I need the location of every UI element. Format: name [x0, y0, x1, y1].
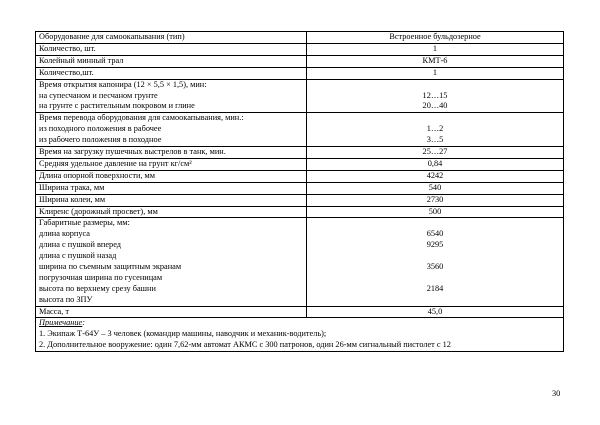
row-label: Ширина трака, мм — [36, 182, 307, 194]
table-row-dimensions — [36, 218, 564, 306]
table-row — [36, 194, 564, 206]
row-value-line — [310, 113, 560, 124]
row-value-line: 1…2 — [426, 124, 444, 134]
row-label-line: длина корпуса — [39, 229, 90, 239]
row-value: 1 — [307, 67, 564, 79]
row-label-line: из походного положения в рабочее — [39, 124, 162, 134]
table-row — [36, 55, 564, 67]
row-value-line: 12…15 — [422, 90, 448, 100]
row-value — [307, 79, 564, 113]
table-row-transfer-time — [36, 113, 564, 147]
row-value-line: 6540 — [426, 229, 444, 239]
row-label: Ширина колеи, мм — [36, 194, 307, 206]
table-row — [36, 182, 564, 194]
row-value: 4242 — [307, 170, 564, 182]
table-row — [36, 170, 564, 182]
row-label: Время на загрузку пушечных выстрелов в танк, мин. — [36, 146, 307, 158]
row-label: Длина опорной поверхности, мм — [36, 170, 307, 182]
row-label: Клиренс (дорожный просвет), мм — [36, 206, 307, 218]
table-header-row — [36, 32, 564, 44]
row-label-line: высота по ЗПУ — [39, 294, 93, 304]
row-value — [307, 218, 564, 306]
row-value-line: 9295 — [426, 240, 444, 250]
row-label: Количество, шт. — [36, 43, 307, 55]
row-value-line: 3…5 — [426, 135, 444, 145]
table-row — [36, 146, 564, 158]
row-value: 2730 — [307, 194, 564, 206]
row-value-line — [310, 251, 560, 262]
row-value-line: 2184 — [426, 283, 444, 293]
row-label: Количество,шт. — [36, 67, 307, 79]
note-item: 2. Дополнительное вооружение: один 7,62-мм автомат АКМС с 300 патронов, один 26-мм сигнальный пистолет с 12 — [39, 340, 451, 350]
table-row — [36, 67, 564, 79]
row-label: Средняя удельное давление на грунт кг/см² — [36, 158, 307, 170]
note-item: 1. Экипаж Т-64У – 3 человек (командир машины, наводчик и механик-водитель); — [39, 329, 327, 339]
row-value — [307, 113, 564, 147]
row-value-line: 20…40 — [422, 101, 448, 111]
row-value: 45,0 — [307, 306, 564, 318]
row-value: 0,84 — [307, 158, 564, 170]
notes-cell — [36, 318, 564, 352]
notes-title — [39, 318, 560, 329]
row-value-line — [310, 273, 560, 284]
row-label-line: Время открытия капонира (12 × 5,5 × 1,5), мин: — [39, 79, 207, 89]
table-row-pit-time — [36, 79, 564, 113]
table-row-mass — [36, 306, 564, 318]
page-number: 30 — [552, 389, 561, 398]
row-label: Колейный минный трал — [36, 55, 307, 67]
row-label — [36, 218, 307, 306]
row-value-line: 3560 — [426, 261, 444, 271]
row-label-line: длина с пушкой назад — [39, 251, 117, 261]
row-label-line: Габаритные размеры, мм: — [39, 218, 130, 228]
row-value: 1 — [307, 43, 564, 55]
row-value: 500 — [307, 206, 564, 218]
table-row — [36, 206, 564, 218]
row-label-line: длина с пушкой вперед — [39, 240, 121, 250]
row-label — [36, 79, 307, 113]
row-label-line: на грунте с растительным покровом и глине — [39, 101, 195, 111]
row-label — [36, 113, 307, 147]
row-label: Масса, т — [36, 306, 307, 318]
row-label-line: Время перевода оборудования для самоокапывания, мин.: — [39, 113, 244, 123]
row-value-line — [310, 80, 560, 91]
table-row — [36, 43, 564, 55]
row-label-line: погрузочная ширина по гусеницам — [39, 272, 163, 282]
notes-title-suffix: : — [82, 318, 85, 328]
notes-row — [36, 318, 564, 352]
row-value-line — [310, 295, 560, 306]
row-value: 25…27 — [307, 146, 564, 158]
specifications-table — [35, 31, 564, 352]
row-value: 540 — [307, 182, 564, 194]
row-value-line — [310, 218, 560, 229]
header-label: Оборудование для самоокапывания (тип) — [36, 32, 307, 44]
row-label-line: из рабочего положения в походное — [39, 135, 162, 145]
row-label-line: на супесчаном и песчаном грунте — [39, 90, 158, 100]
notes-title-text: Примечание — [39, 318, 83, 328]
header-value: Встроенное бульдозерное — [307, 32, 564, 44]
row-label-line: ширина по съемным защитным экранам — [39, 261, 182, 271]
row-label-line: высота по верхнему срезу башни — [39, 283, 156, 293]
table-row — [36, 158, 564, 170]
row-value: КМТ-6 — [307, 55, 564, 67]
